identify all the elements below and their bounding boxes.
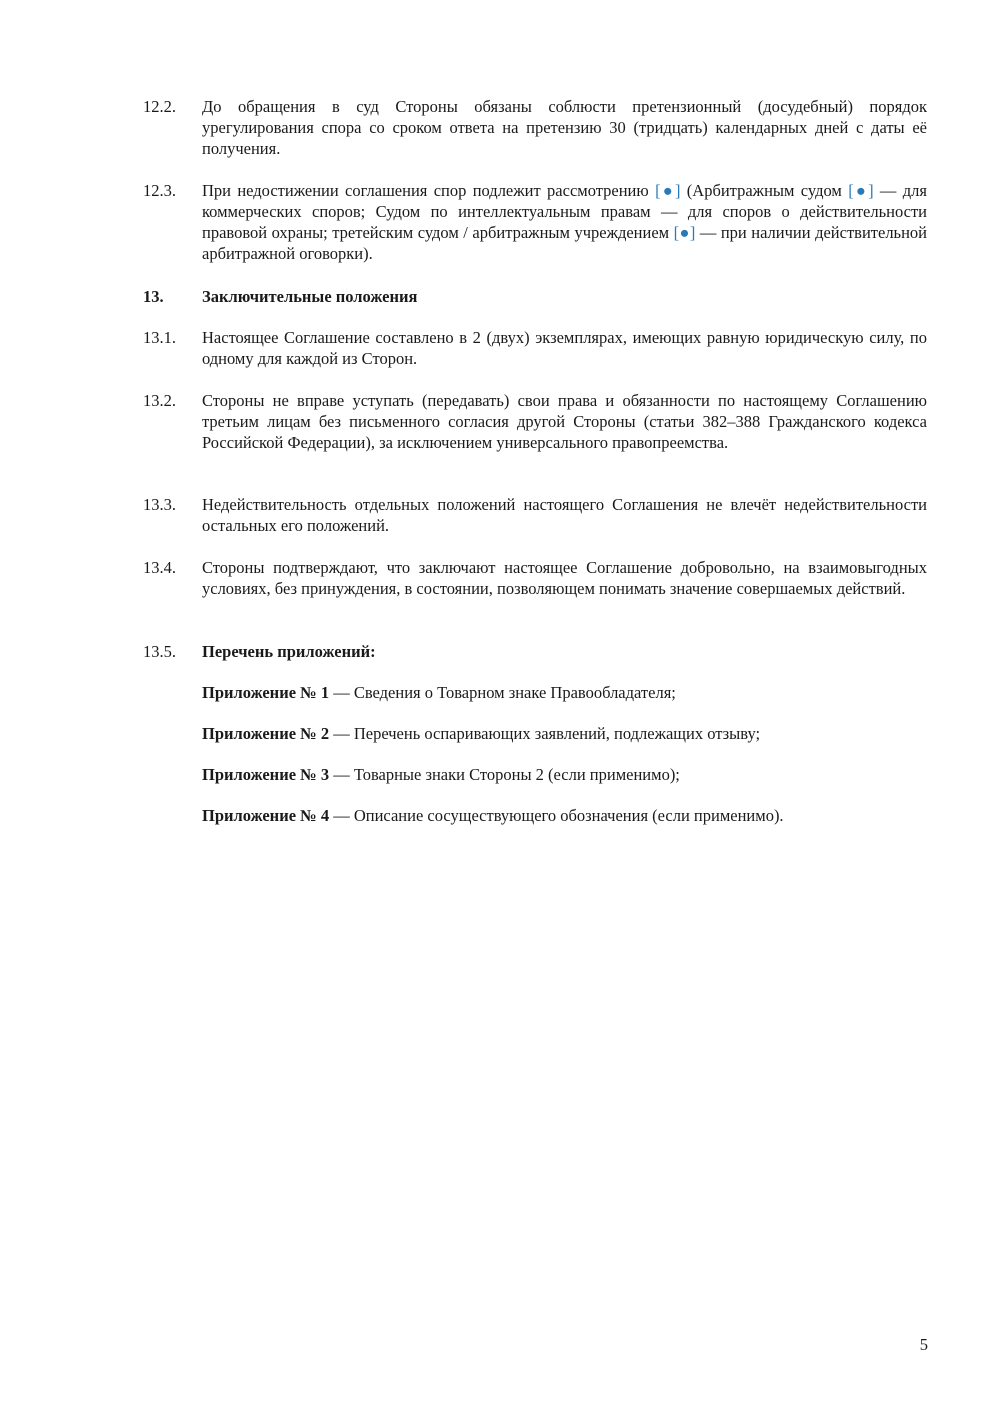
annex-label: Приложение № 4 [202, 806, 330, 825]
annex-label: Приложение № 2 [202, 724, 330, 743]
clause-number: 13.2. [143, 391, 176, 410]
annex-item [202, 764, 927, 785]
clause-text-part: — для коммерческих споров; Судом по интеллектуальным правам — для споров о действительности правовой охраны; третейским судом / арбитражным учреждением [202, 181, 927, 242]
annex-item [202, 682, 927, 703]
clause-number: 13.1. [143, 328, 176, 347]
clause-13-4 [143, 557, 927, 599]
clause-number: 12.2. [143, 97, 176, 116]
annex-description: — Описание сосуществующего обозначения (если применимо). [329, 806, 784, 825]
clause-text: Стороны подтверждают, что заключают настоящее Соглашение добровольно, на взаимовыгодных условиях, без принуждения, в состоянии, позволяющем понимать значение совершаемых действий. [202, 558, 927, 598]
annex-list-title: Перечень приложений: [202, 642, 376, 661]
annex-item [202, 805, 927, 826]
clause-number: 13.5. [143, 642, 176, 661]
clause-text: До обращения в суд Стороны обязаны соблюсти претензионный (досудебный) порядок урегулирования спора со сроком ответа на претензию 30 (тридцать) календарных дней с даты её получения. [202, 97, 927, 158]
section-title: Заключительные положения [202, 287, 418, 306]
section-number: 13. [143, 287, 164, 306]
clause-13-5 [143, 641, 927, 662]
clause-text: Недействительность отдельных положений настоящего Соглашения не влечёт недействительности остальных его положений. [202, 495, 927, 535]
annex-description: — Товарные знаки Стороны 2 (если применимо); [329, 765, 680, 784]
annex-label: Приложение № 1 [202, 683, 330, 702]
clause-12-3 [143, 180, 927, 264]
section-13-heading [143, 286, 927, 307]
clause-12-2 [143, 96, 927, 159]
clause-text: Стороны не вправе уступать (передавать) свои права и обязанности по настоящему Соглашению третьим лицам без письменного согласия другой Стороны (статьи 382–388 Гражданского кодекса Российской Федерации), за исключением универсального правопреемства. [202, 391, 927, 452]
clause-number: 13.3. [143, 495, 176, 514]
placeholder-marker: [●] [848, 181, 874, 200]
annex-description: — Перечень оспаривающих заявлений, подлежащих отзыву; [329, 724, 761, 743]
clause-number: 13.4. [143, 558, 176, 577]
clause-text-part: При недостижении соглашения спор подлежит рассмотрению [202, 181, 656, 200]
placeholder-marker: [●] [673, 223, 696, 242]
clause-number: 12.3. [143, 181, 176, 200]
annex-description: — Сведения о Товарном знаке Правообладателя; [329, 683, 676, 702]
clause-text-part: — при наличии действительной арбитражной оговорки). [202, 223, 927, 263]
clause-13-2 [143, 390, 927, 453]
page-number: 5 [919, 1335, 928, 1354]
clause-13-1 [143, 327, 927, 369]
clause-text [202, 180, 927, 264]
annex-label: Приложение № 3 [202, 765, 330, 784]
clause-13-3 [143, 494, 927, 536]
annex-item [202, 723, 927, 744]
clause-text-part: (Арбитражным судом [680, 181, 849, 200]
placeholder-marker: [●] [655, 181, 681, 200]
clause-text: Настоящее Соглашение составлено в 2 (двух) экземплярах, имеющих равную юридическую силу, по одному для каждой из Сторон. [202, 328, 927, 368]
